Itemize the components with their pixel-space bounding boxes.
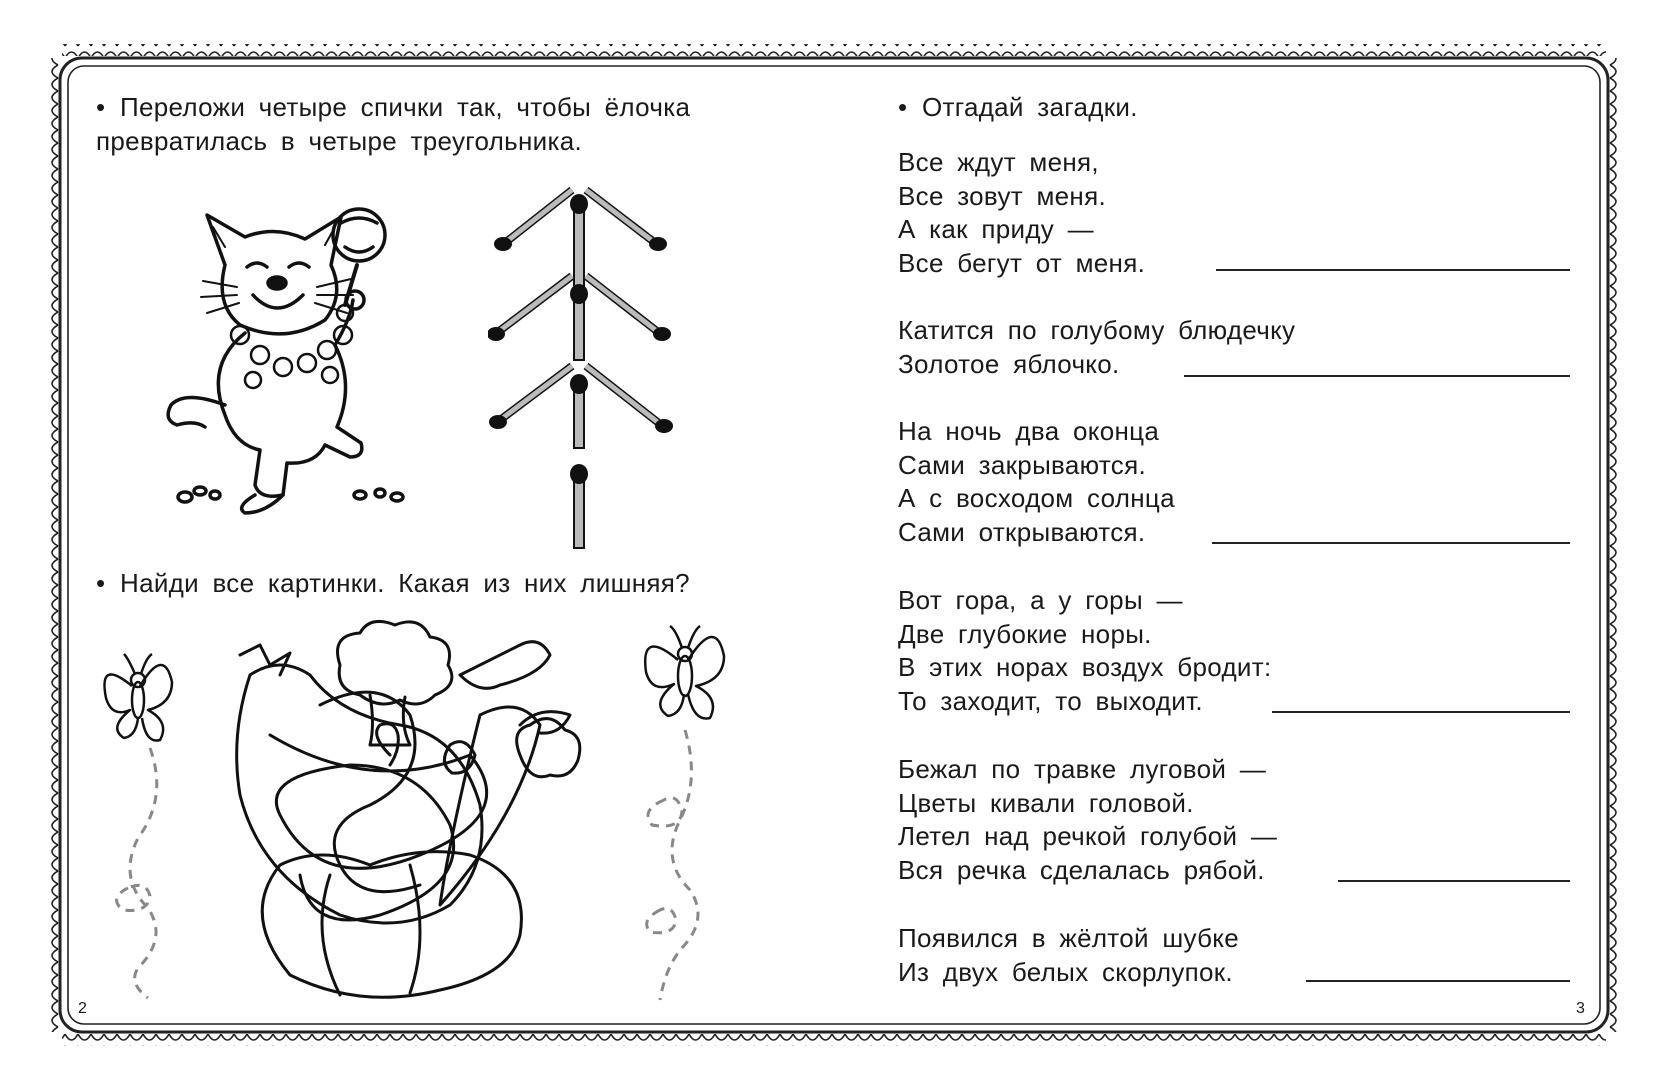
cat-with-maraca-icon bbox=[165, 195, 435, 535]
task-matches-line1: • Переложи четыре спички так, чтобы ёлочка bbox=[96, 92, 691, 122]
answer-line-5[interactable] bbox=[1338, 880, 1570, 882]
answer-line-1[interactable] bbox=[1216, 269, 1570, 271]
task-find-pictures: • Найди все картинки. Какая из них лишняя? bbox=[96, 568, 690, 598]
bullet-icon: • bbox=[898, 92, 908, 122]
riddle-4: Вот гора, а у горы — Две глубокие норы. В этих норах воздух бродит: То заходит, то выходит. bbox=[898, 585, 1272, 716]
task-matches-line2: превратилась в четыре треугольника. bbox=[96, 126, 582, 156]
riddle-1: Все ждут меня, Все зовут меня. А как приду — Все бегут от меня. bbox=[898, 147, 1146, 278]
bullet-icon: • bbox=[96, 568, 106, 598]
riddle-2: Катится по голубому блюдечку Золотое яблочко. bbox=[898, 315, 1296, 379]
answer-line-4[interactable] bbox=[1272, 711, 1570, 713]
riddle-5: Бежал по травке луговой — Цветы кивали головой. Летел над речкой голубой — Вся речка сделалась рябой. bbox=[898, 754, 1278, 885]
riddle-6: Появился в жёлтой шубке Из двух белых скорлупок. bbox=[898, 923, 1239, 987]
butterfly-icon bbox=[640, 620, 750, 1005]
page-number-left: 2 bbox=[78, 1000, 87, 1017]
task-matches bbox=[96, 90, 796, 158]
answer-line-2[interactable] bbox=[1184, 375, 1570, 377]
riddle-3: На ночь два оконца Сами закрываются. А с восходом солнца Сами открываются. bbox=[898, 416, 1175, 547]
task-riddles-title: • Отгадай загадки. bbox=[898, 92, 1138, 122]
matchstick-tree-icon bbox=[488, 180, 698, 552]
answer-line-3[interactable] bbox=[1212, 542, 1570, 544]
answer-line-6[interactable] bbox=[1306, 980, 1570, 982]
tangled-vegetables-icon bbox=[220, 615, 620, 1000]
page-number-right: 3 bbox=[1576, 1000, 1585, 1017]
butterfly-icon bbox=[98, 648, 208, 1008]
bullet-icon: • bbox=[96, 92, 106, 122]
